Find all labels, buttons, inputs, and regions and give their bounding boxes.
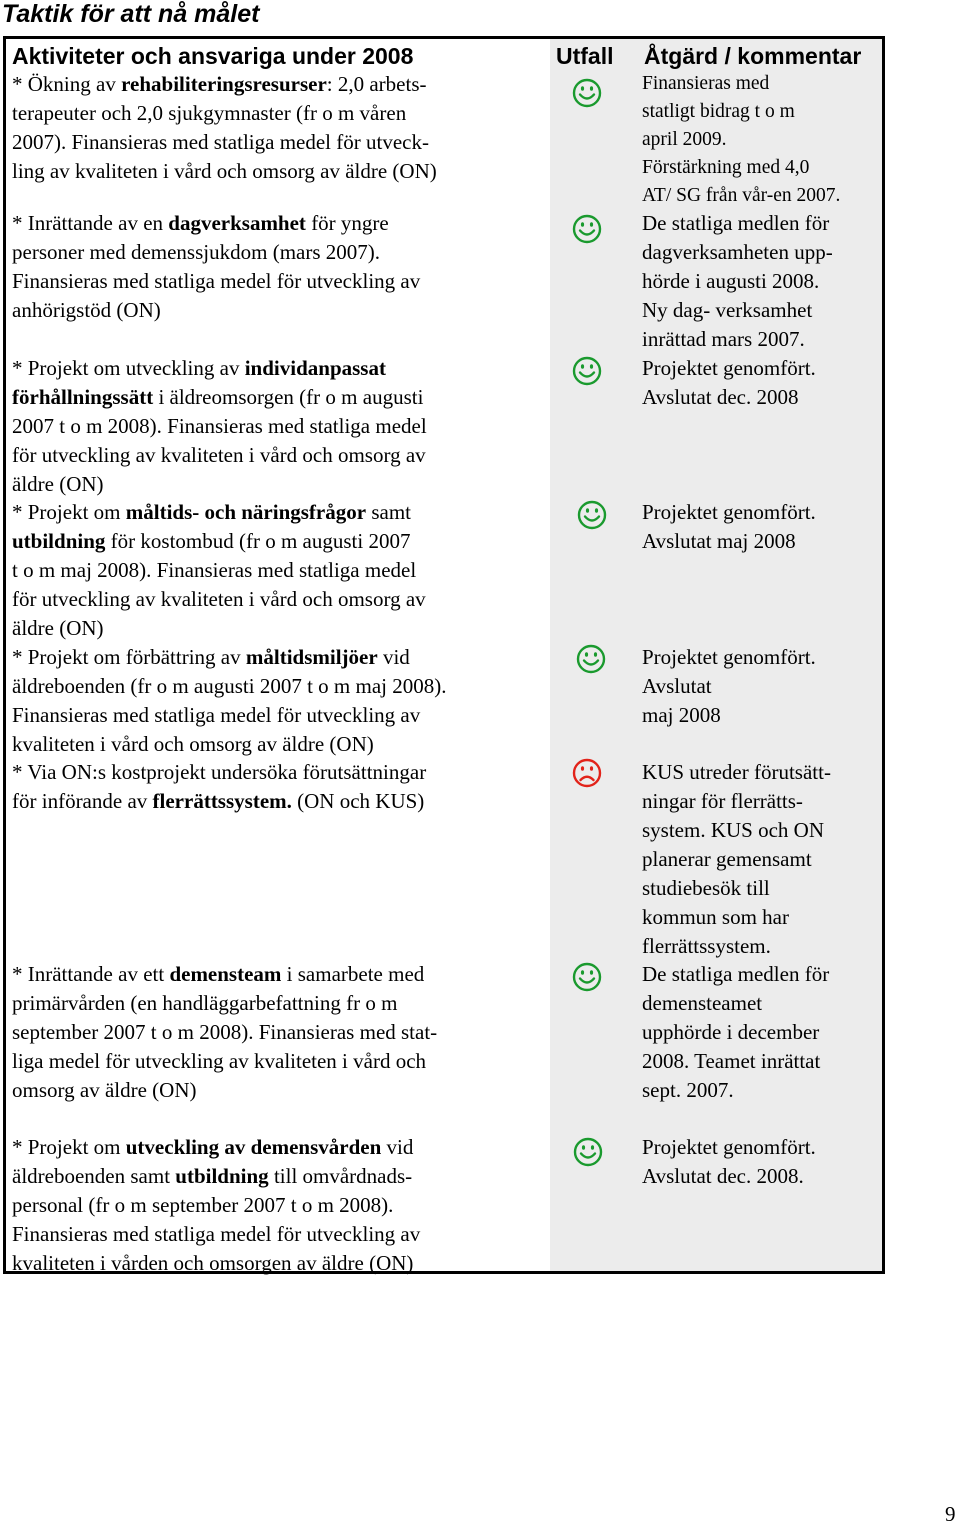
activity-text <box>12 354 542 499</box>
activity-line <box>12 585 542 614</box>
activity-keyword: demensteam <box>169 962 282 986</box>
activity-text <box>12 960 542 1105</box>
activity-line <box>12 1162 542 1191</box>
comment-line: Projektet genomfört. <box>642 645 816 669</box>
comment-line: Avslutat dec. 2008 <box>642 385 799 409</box>
activity-segment: Finansieras med statliga medel för utveckling av <box>12 269 421 293</box>
activity-line <box>12 527 542 556</box>
activity-segment: * Inrättande av ett <box>12 962 170 986</box>
comment-line: system. KUS och ON <box>642 818 824 842</box>
activity-segment: Finansieras med statliga medel för utveckling av <box>12 1222 421 1246</box>
happy-face-icon <box>572 214 602 244</box>
activity-line <box>12 960 542 989</box>
activity-segment: i äldreomsorgen (fr o m augusti <box>153 385 424 409</box>
activity-segment: för yngre <box>305 211 389 235</box>
activity-keyword: utveckling av demensvården <box>125 1135 382 1159</box>
activity-line <box>12 128 542 157</box>
happy-face-icon <box>572 356 602 386</box>
happy-face-icon <box>577 500 607 530</box>
activity-segment: 2007 t o m 2008). Finansieras med statliga medel <box>12 414 427 438</box>
activity-segment: för införande av <box>12 789 153 813</box>
activity-segment: liga medel för utveckling av kvaliteten i vård och <box>12 1049 427 1073</box>
comment-text <box>642 70 878 210</box>
activity-segment: * Via ON:s kostprojekt undersöka förutsättningar <box>12 760 427 784</box>
activity-segment: för utveckling av kvaliteten i vård och omsorg av <box>12 587 426 611</box>
comment-line: upphörde i december <box>642 1020 820 1044</box>
happy-face-icon <box>573 1137 603 1167</box>
comment-line: 2008. Teamet inrättat <box>642 1049 821 1073</box>
activity-segment: september 2007 t o m 2008). Finansieras med stat- <box>12 1020 438 1044</box>
happy-face-icon <box>572 78 602 108</box>
happy-face-icon <box>576 644 606 674</box>
header-comment: Åtgärd / kommentar <box>644 43 862 69</box>
activity-segment: * Ökning av <box>12 72 122 96</box>
activity-segment: i samarbete med <box>281 962 425 986</box>
activity-segment: kvaliteten i vård och omsorg av äldre (ON) <box>12 732 374 756</box>
activity-line <box>12 70 542 99</box>
comment-line: maj 2008 <box>642 703 721 727</box>
comment-line: De statliga medlen för <box>642 211 830 235</box>
comment-line: Projektet genomfört. <box>642 1135 816 1159</box>
comment-line: hörde i augusti 2008. <box>642 269 820 293</box>
happy-face-icon <box>572 962 602 992</box>
activity-line <box>12 238 542 267</box>
comment-line: april 2009. <box>642 129 727 150</box>
comment-line: Avslutat <box>642 674 712 698</box>
activity-line <box>12 643 542 672</box>
activity-segment: terapeuter och 2,0 sjukgymnaster (fr o m våren <box>12 101 407 125</box>
activity-line <box>12 412 542 441</box>
comment-line: Projektet genomfört. <box>642 500 816 524</box>
activity-line <box>12 99 542 128</box>
comment-line: Finansieras med <box>642 73 770 94</box>
activity-line <box>12 157 542 186</box>
comment-line: Förstärkning med 4,0 <box>642 157 810 178</box>
activity-segment: t o m maj 2008). Finansieras med statliga medel <box>12 558 417 582</box>
activity-text <box>12 1133 542 1278</box>
activity-segment: anhörigstöd (ON) <box>12 298 161 322</box>
activity-line <box>12 296 542 325</box>
activity-line <box>12 354 542 383</box>
activity-segment: till omvårdnads- <box>268 1164 413 1188</box>
comment-line: statligt bidrag t o m <box>642 101 795 122</box>
comment-text <box>642 354 878 412</box>
activity-keyword: flerrättssystem. <box>152 789 292 813</box>
activity-line <box>12 1047 542 1076</box>
activity-line <box>12 672 542 701</box>
comment-text <box>642 758 878 961</box>
comment-line: sept. 2007. <box>642 1078 734 1102</box>
header-outcome: Utfall <box>556 43 614 69</box>
tactics-table <box>3 36 885 1274</box>
activity-line <box>12 614 542 643</box>
activity-segment: * Projekt om <box>12 500 126 524</box>
activity-line <box>12 989 542 1018</box>
activity-line <box>12 267 542 296</box>
activity-keyword: måltids- och näringsfrågor <box>125 500 367 524</box>
activity-keyword: rehabiliteringsresurser <box>121 72 327 96</box>
activity-line <box>12 1133 542 1162</box>
activity-segment: personer med demenssjukdom (mars 2007). <box>12 240 381 264</box>
activity-segment: (ON och KUS) <box>291 789 425 813</box>
activity-segment: omsorg av äldre (ON) <box>12 1078 197 1102</box>
activity-line <box>12 556 542 585</box>
activity-segment: äldreboenden (fr o m augusti 2007 t o m maj 2008). <box>12 674 447 698</box>
activity-line <box>12 1249 542 1278</box>
comment-line: Avslutat dec. 2008. <box>642 1164 804 1188</box>
activity-line <box>12 1018 542 1047</box>
comment-line: AT/ SG från vår-en 2007. <box>642 185 841 206</box>
activity-segment: 2007). Finansieras med statliga medel för utveck- <box>12 130 429 154</box>
activity-line <box>12 787 542 816</box>
activity-line <box>12 730 542 759</box>
activity-line <box>12 441 542 470</box>
comment-text <box>642 1133 878 1191</box>
comment-line: kommun som har <box>642 905 789 929</box>
activity-keyword: utbildning <box>175 1164 269 1188</box>
activity-segment: : 2,0 arbets- <box>326 72 427 96</box>
activity-segment: äldreboenden samt <box>12 1164 176 1188</box>
activity-line <box>12 1220 542 1249</box>
activity-keyword: individanpassat <box>244 356 386 380</box>
comment-line: Avslutat maj 2008 <box>642 529 796 553</box>
activity-keyword: utbildning <box>12 529 106 553</box>
activity-segment: vid <box>381 1135 414 1159</box>
activity-line <box>12 383 542 412</box>
activity-segment: vid <box>377 645 410 669</box>
activity-text <box>12 498 542 643</box>
activity-segment: * Projekt om <box>12 1135 126 1159</box>
comment-line: Ny dag- verksamhet <box>642 298 813 322</box>
comment-line: dagverksamheten upp- <box>642 240 833 264</box>
activity-segment: * Projekt om utveckling av <box>12 356 245 380</box>
activity-line <box>12 758 542 787</box>
comment-line: De statliga medlen för <box>642 962 830 986</box>
comment-line: flerrättssystem. <box>642 934 771 958</box>
header-activities: Aktiviteter och ansvariga under 2008 <box>12 43 414 69</box>
activity-segment: personal (fr o m september 2007 t o m 2008). <box>12 1193 394 1217</box>
page-number: 9 <box>945 1502 956 1526</box>
activity-text <box>12 70 542 186</box>
comment-line: Projektet genomfört. <box>642 356 816 380</box>
activity-line <box>12 470 542 499</box>
comment-line: ningar för flerrätts- <box>642 789 803 813</box>
comment-line: planerar gemensamt <box>642 847 812 871</box>
comment-line: KUS utreder förutsätt- <box>642 760 831 784</box>
activity-text <box>12 758 542 816</box>
activity-keyword: förhållningssätt <box>12 385 154 409</box>
activity-keyword: måltidsmiljöer <box>245 645 378 669</box>
activity-segment: Finansieras med statliga medel för utveckling av <box>12 703 421 727</box>
activity-segment: ling av kvaliteten i vård och omsorg av äldre (ON) <box>12 159 437 183</box>
activity-segment: för utveckling av kvaliteten i vård och omsorg av <box>12 443 426 467</box>
sad-face-icon <box>572 758 602 788</box>
activity-segment: * Inrättande av en <box>12 211 169 235</box>
activity-segment: kvaliteten i vården och omsorgen av äldre (ON) <box>12 1251 414 1275</box>
activity-line <box>12 701 542 730</box>
comment-text <box>642 209 878 354</box>
activity-segment: äldre (ON) <box>12 472 104 496</box>
activity-segment: samt <box>366 500 411 524</box>
comment-line: studiebesök till <box>642 876 770 900</box>
comment-line: inrättad mars 2007. <box>642 327 805 351</box>
comment-text <box>642 960 878 1105</box>
activity-text <box>12 643 542 759</box>
activity-line <box>12 498 542 527</box>
page-title: Taktik för att nå målet <box>2 0 260 28</box>
activity-segment: * Projekt om förbättring av <box>12 645 246 669</box>
comment-line: demensteamet <box>642 991 763 1015</box>
activity-keyword: dagverksamhet <box>168 211 306 235</box>
activity-segment: äldre (ON) <box>12 616 104 640</box>
comment-text <box>642 498 878 556</box>
activity-segment: primärvården (en handläggarbefattning fr o m <box>12 991 398 1015</box>
activity-segment: för kostombud (fr o m augusti 2007 <box>105 529 411 553</box>
comment-text <box>642 643 878 730</box>
activity-text <box>12 209 542 325</box>
activity-line <box>12 1076 542 1105</box>
activity-line <box>12 209 542 238</box>
activity-line <box>12 1191 542 1220</box>
